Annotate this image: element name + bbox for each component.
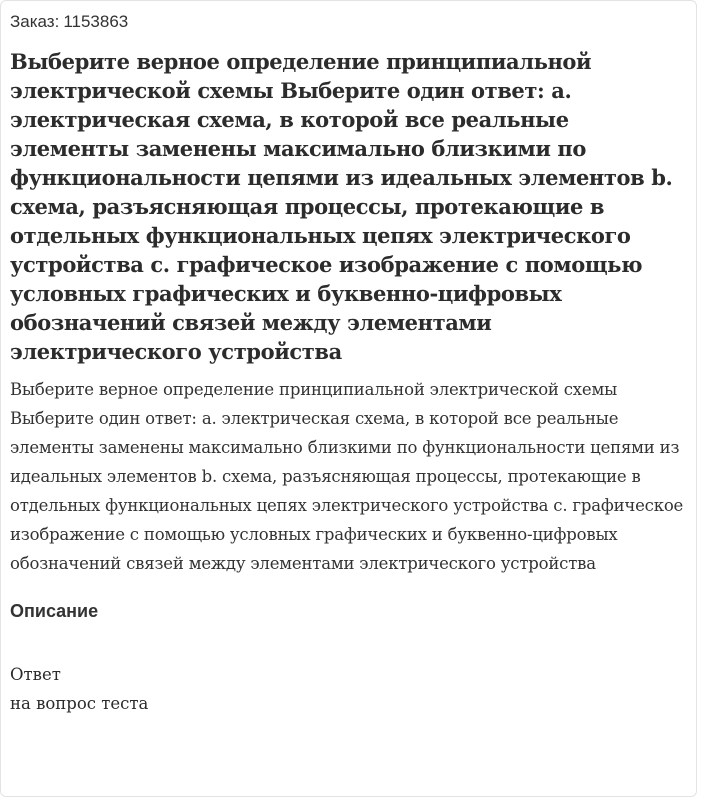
answer-label: Ответ bbox=[10, 665, 61, 684]
answer-subtitle: на вопрос теста bbox=[10, 694, 149, 713]
question-text: Выберите верное определение принципиальной электрической схемы Выберите один ответ: a. электрическая схема, в которой все реальные элементы заменены максимально близкими по функциональности цепями из идеальных элементов b. схема, разъясняющая процессы, протекающие в отдельных функциональных цепях электрического устройства c. графическое изображение с помощью условных графических и буквенно-цифровых обозначений связей между элементами электрического устройства bbox=[10, 380, 684, 573]
page-title: Выберите верное определение принципиальной электрической схемы Выберите один ответ: a. электрическая схема, в которой все реальные элементы заменены максимально близкими по функциональности цепями из идеальных элементов b. схема, разъясняющая процессы, протекающие в отдельных функциональных цепях электрического устройства c. графическое изображение с помощью условных графических и буквенно-цифровых обозначений связей между элементами электрического устройства bbox=[10, 49, 673, 364]
answer-block bbox=[10, 660, 686, 718]
description-heading: Описание bbox=[10, 601, 99, 621]
order-number: 1153863 bbox=[63, 12, 129, 31]
order-number-row bbox=[10, 9, 686, 35]
order-label: Заказ: bbox=[10, 12, 60, 31]
